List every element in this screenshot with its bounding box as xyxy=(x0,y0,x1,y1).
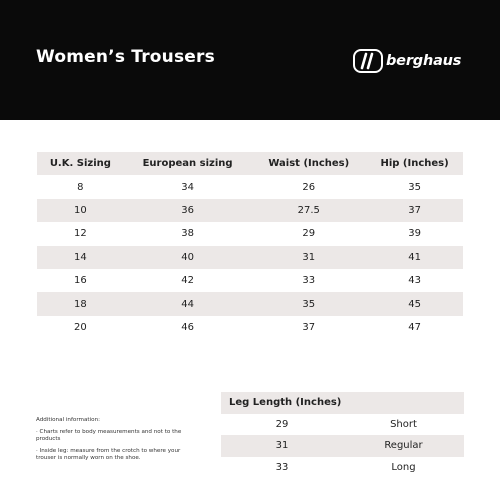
column-header: European sizing xyxy=(142,158,233,170)
table-cell: 31 xyxy=(302,251,316,263)
table-cell: 34 xyxy=(181,181,194,193)
table-cell: 41 xyxy=(408,251,421,263)
leg-length-title: Leg Length (Inches) xyxy=(229,397,342,409)
brand-name: berghaus xyxy=(386,53,462,69)
table-cell: Long xyxy=(391,461,416,473)
table-cell: 35 xyxy=(408,181,421,193)
table-cell: 42 xyxy=(181,275,194,287)
berghaus-mountain-icon xyxy=(353,49,383,73)
table-row xyxy=(37,199,463,222)
table-cell: 18 xyxy=(74,298,87,310)
table-row xyxy=(37,222,463,245)
table-cell: 33 xyxy=(275,461,289,473)
table-cell: 40 xyxy=(181,251,194,263)
column-header: U.K. Sizing xyxy=(49,158,111,170)
table-cell: 20 xyxy=(74,321,87,333)
table-cell: Regular xyxy=(384,440,423,452)
table-cell: 16 xyxy=(74,275,87,287)
table-cell: 8 xyxy=(77,181,84,193)
leg-length-table xyxy=(221,392,464,478)
table-cell: 29 xyxy=(302,228,316,240)
table-row xyxy=(37,175,463,198)
table-cell: 10 xyxy=(74,204,87,216)
column-header: Waist (Inches) xyxy=(268,158,350,170)
table-cell: 45 xyxy=(408,298,421,310)
column-header: Hip (Inches) xyxy=(380,158,449,170)
table-cell: 38 xyxy=(181,228,194,240)
size-chart-table xyxy=(37,152,463,339)
table-cell: 44 xyxy=(181,298,194,310)
table-cell: 47 xyxy=(408,321,421,333)
table-row xyxy=(221,435,464,457)
table-row xyxy=(37,246,463,269)
table-row xyxy=(37,269,463,292)
brand-logo xyxy=(353,49,461,73)
table-cell: 26 xyxy=(302,181,316,193)
table-cell: 14 xyxy=(74,251,87,263)
table-cell: Short xyxy=(390,418,417,430)
page-title: Women’s Trousers xyxy=(36,47,215,67)
table-cell: 31 xyxy=(275,440,289,452)
table-row xyxy=(37,316,463,339)
info-note: · Inside leg: measure from the crotch to where your trouser is normally worn on the shoe. xyxy=(36,448,181,461)
table-cell: 29 xyxy=(275,418,289,430)
table-cell: 35 xyxy=(302,298,316,310)
table-cell: 12 xyxy=(74,228,87,240)
table-header-row xyxy=(37,152,463,175)
table-cell: 36 xyxy=(181,204,194,216)
table-cell: 37 xyxy=(408,204,421,216)
table-cell: 37 xyxy=(302,321,316,333)
info-heading: Additional information: xyxy=(36,417,101,423)
table-header-row xyxy=(221,392,464,414)
table-cell: 33 xyxy=(302,275,316,287)
table-row xyxy=(221,457,464,479)
table-cell: 46 xyxy=(181,321,194,333)
table-row xyxy=(37,292,463,315)
table-cell: 43 xyxy=(408,275,421,287)
info-note: · Charts refer to body measurements and not to the products xyxy=(36,429,182,442)
table-row xyxy=(221,414,464,436)
table-cell: 27.5 xyxy=(297,204,320,216)
header-banner xyxy=(0,0,500,120)
additional-information xyxy=(36,417,186,467)
table-cell: 39 xyxy=(408,228,421,240)
